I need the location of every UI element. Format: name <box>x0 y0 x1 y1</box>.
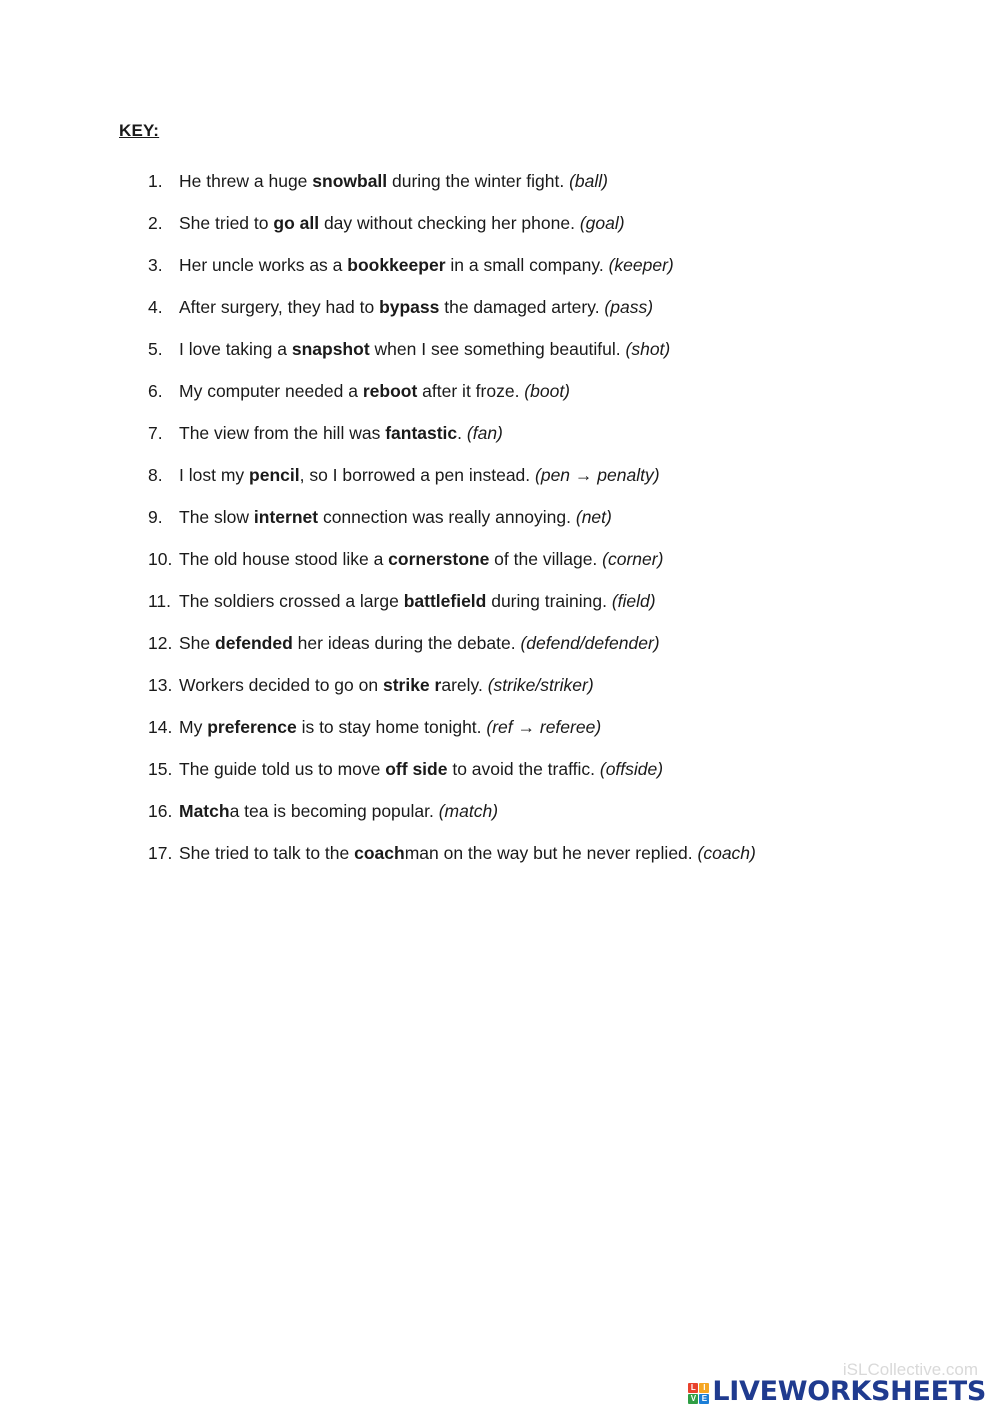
sentence-text: during training. <box>486 590 612 611</box>
answer-item <box>148 706 756 748</box>
sentence-text: after it froze. <box>417 380 525 401</box>
item-sentence <box>179 297 653 318</box>
item-number: 16. <box>148 800 173 821</box>
hint-word: (shot) <box>625 338 671 359</box>
hint-word: (coach) <box>697 842 756 863</box>
answer-word: battlefield <box>403 590 487 611</box>
item-sentence <box>179 759 663 780</box>
item-number: 11. <box>148 590 172 611</box>
item-number: 4. <box>148 296 163 317</box>
answer-item <box>148 454 756 496</box>
answer-item <box>148 286 756 328</box>
item-sentence <box>179 717 601 738</box>
answer-item <box>148 790 756 832</box>
key-heading: KEY: <box>119 121 160 140</box>
logo-tile: L <box>688 1383 698 1393</box>
answer-item <box>148 412 756 454</box>
item-sentence <box>179 213 625 234</box>
item-sentence <box>179 381 570 402</box>
answer-item <box>148 202 756 244</box>
answer-word: off side <box>385 758 448 779</box>
watermark-caption: iSLCollective.com <box>842 1360 978 1379</box>
sentence-text: Workers decided to go on <box>179 674 383 695</box>
sentence-text: The guide told us to move <box>179 758 386 779</box>
item-number: 8. <box>148 464 163 485</box>
item-number: 2. <box>148 212 163 233</box>
item-sentence <box>179 507 612 528</box>
hint-word: (offside) <box>599 758 664 779</box>
answer-word: reboot <box>362 380 418 401</box>
item-number: 12. <box>148 632 173 653</box>
sentence-text: The slow <box>179 506 254 527</box>
sentence-text: The view from the hill was <box>179 422 386 443</box>
sentence-text: during the winter fight. <box>387 170 570 191</box>
sentence-text: She <box>179 632 215 653</box>
hint-word: (goal) <box>579 212 625 233</box>
answer-word: defended <box>215 632 293 653</box>
item-sentence <box>179 843 756 864</box>
item-sentence <box>179 171 608 192</box>
sentence-text: of the village. <box>489 548 603 569</box>
item-number: 6. <box>148 380 163 401</box>
answer-word: snapshot <box>291 338 370 359</box>
item-number: 14. <box>148 716 173 737</box>
liveworksheets-watermark <box>688 1371 986 1407</box>
sentence-text: the damaged artery. <box>439 296 605 317</box>
item-sentence <box>179 675 594 696</box>
answer-word: strike r <box>382 674 442 695</box>
item-sentence <box>179 465 660 486</box>
sentence-text: He threw a huge <box>179 170 313 191</box>
item-sentence <box>179 633 660 654</box>
item-sentence <box>179 255 674 276</box>
hint-word: (ref → referee) <box>486 716 602 737</box>
answer-word: fantastic <box>385 422 458 443</box>
item-number: 10. <box>148 548 173 569</box>
hint-word: (keeper) <box>608 254 674 275</box>
item-sentence <box>179 423 503 444</box>
sentence-text: She tried to <box>179 212 274 233</box>
sentence-text: in a small company. <box>445 254 609 275</box>
sentence-text: . <box>457 422 467 443</box>
logo-tile: E <box>699 1394 709 1404</box>
item-number: 17. <box>148 842 173 863</box>
sentence-text: her ideas during the debate. <box>292 632 521 653</box>
item-number: 1. <box>148 170 163 191</box>
logo-tile: V <box>688 1394 698 1404</box>
sentence-text: a tea is becoming popular. <box>229 800 439 821</box>
sentence-text: She tried to talk to the <box>179 842 355 863</box>
item-sentence <box>179 549 663 570</box>
sentence-text: when I see something beautiful. <box>369 338 626 359</box>
hint-word: (boot) <box>524 380 571 401</box>
sentence-text: , so I borrowed a pen instead. <box>299 464 536 485</box>
answer-word: pencil <box>249 464 300 485</box>
hint-word: (strike/striker) <box>487 674 594 695</box>
item-sentence <box>179 339 670 360</box>
answer-item <box>148 664 756 706</box>
sentence-text: The old house stood like a <box>179 548 389 569</box>
sentence-text: Her uncle works as a <box>179 254 348 275</box>
answer-item <box>148 370 756 412</box>
sentence-text: My computer needed a <box>179 380 363 401</box>
hint-word: (pen → penalty) <box>535 464 660 485</box>
liveworksheets-logo-icon <box>688 1383 709 1404</box>
hint-word: (corner) <box>602 548 664 569</box>
sentence-text: connection was really annoying. <box>318 506 576 527</box>
answer-item <box>148 748 756 790</box>
item-sentence <box>179 801 498 822</box>
sentence-text: day without checking her phone. <box>319 212 580 233</box>
sentence-text: arely. <box>441 674 488 695</box>
answer-word: preference <box>207 716 297 737</box>
answer-item <box>148 496 756 538</box>
item-number: 5. <box>148 338 163 359</box>
sentence-text: The soldiers crossed a large <box>179 590 404 611</box>
item-sentence <box>179 591 656 612</box>
hint-word: (match) <box>438 800 499 821</box>
hint-word: (net) <box>575 506 612 527</box>
answer-item <box>148 622 756 664</box>
answer-item <box>148 328 756 370</box>
hint-word: (ball) <box>569 170 608 191</box>
hint-word: (pass) <box>604 296 654 317</box>
logo-tile: I <box>699 1383 709 1393</box>
answer-word: bypass <box>379 296 440 317</box>
sentence-text: I love taking a <box>179 338 292 359</box>
item-number: 7. <box>148 422 163 443</box>
answer-item <box>148 538 756 580</box>
answer-word: cornerstone <box>388 548 490 569</box>
answer-word: go all <box>273 212 320 233</box>
hint-word: (fan) <box>466 422 503 443</box>
sentence-text: man on the way but he never replied. <box>404 842 698 863</box>
sentence-text: After surgery, they had to <box>179 296 380 317</box>
answer-item <box>148 160 756 202</box>
item-number: 9. <box>148 506 163 527</box>
sentence-text: I lost my <box>179 464 250 485</box>
sentence-text: to avoid the traffic. <box>447 758 600 779</box>
answer-word: bookkeeper <box>347 254 446 275</box>
answer-item <box>148 832 756 874</box>
answer-word: snowball <box>312 170 388 191</box>
item-number: 13. <box>148 674 173 695</box>
hint-word: (field) <box>611 590 656 611</box>
answer-item <box>148 244 756 286</box>
answer-word: Match <box>179 800 230 821</box>
item-number: 3. <box>148 254 163 275</box>
sentence-text: My <box>179 716 208 737</box>
hint-word: (defend/defender) <box>520 632 660 653</box>
answer-item <box>148 580 756 622</box>
answer-word: internet <box>253 506 319 527</box>
item-number: 15. <box>148 758 173 779</box>
answer-word: coach <box>354 842 405 863</box>
brand-name: LIVEWORKSHEETS <box>712 1376 986 1407</box>
sentence-text: is to stay home tonight. <box>296 716 487 737</box>
answer-key-list <box>148 160 756 874</box>
